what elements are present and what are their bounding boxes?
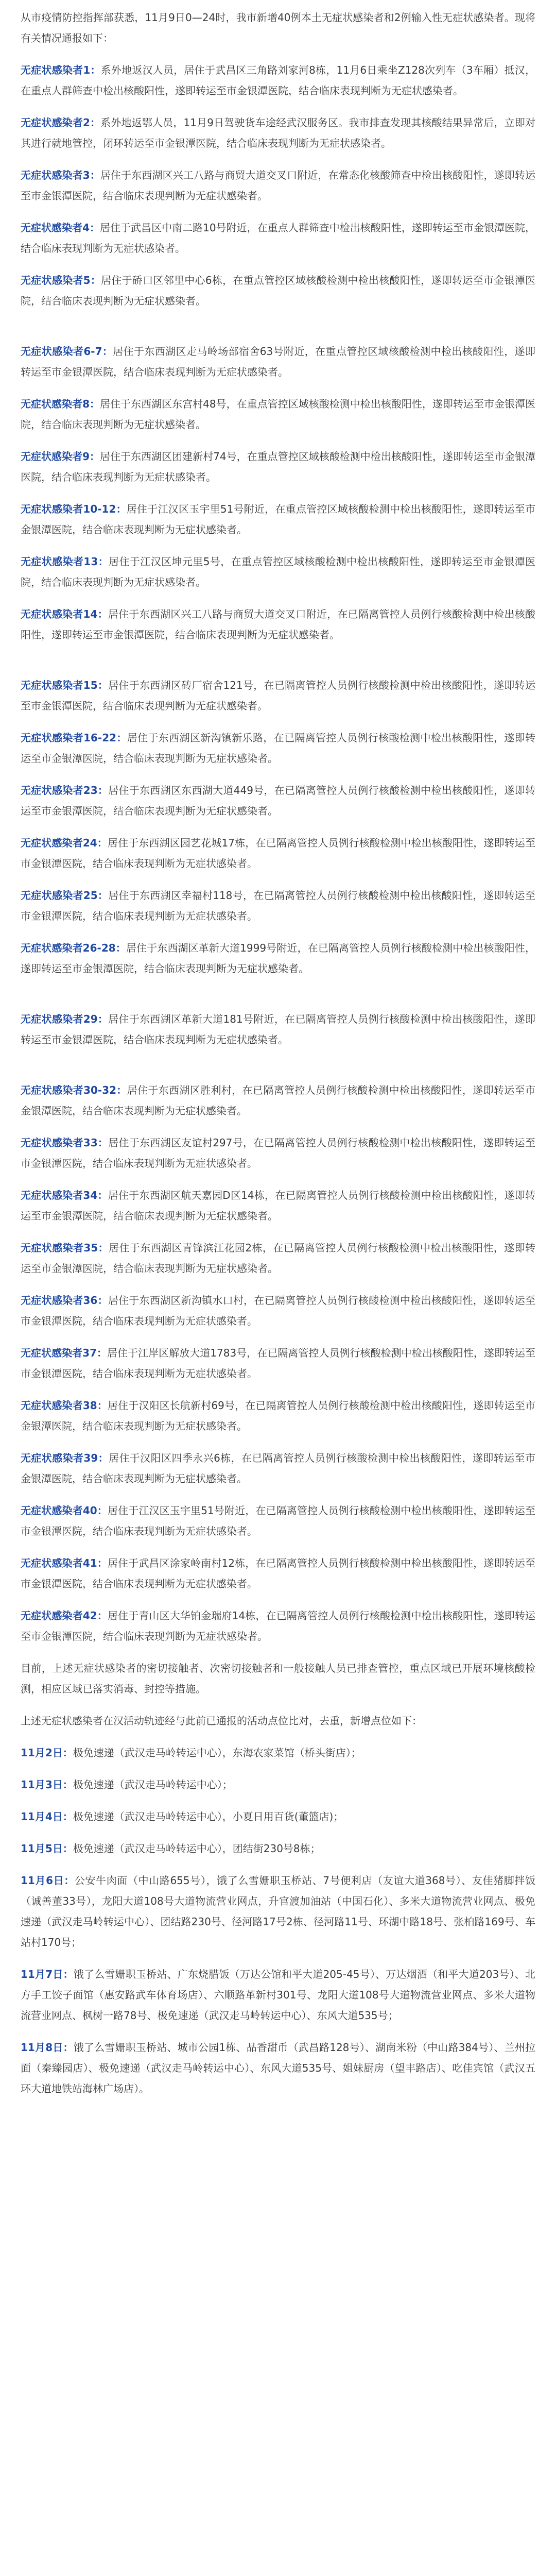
route-date: 11月3日： [21, 1778, 73, 1791]
case-text: 居住于东西湖区团建新村74号，在重点管控区域核酸检测中检出核酸阳性，遂即转运至市金银潭医院，结合临床表现判断为无症状感染者。 [21, 450, 536, 483]
case-label: 无症状感染者23： [21, 784, 109, 796]
route-date: 11月8日： [21, 2041, 74, 2054]
case-paragraph [21, 551, 535, 592]
case-label: 无症状感染者14： [21, 608, 108, 620]
case-paragraph [21, 60, 535, 101]
case-list [21, 60, 535, 1647]
case-label: 无症状感染者33： [21, 1137, 109, 1149]
case-text: 居住于汉阳区四季永兴6栋，在已隔离管控人员例行核酸检测中检出核酸阳性，遂即转运至市金银潭医院，结合临床表现判断为无症状感染者。 [21, 1452, 535, 1485]
case-label: 无症状感染者16-22： [21, 732, 127, 744]
case-label: 无症状感染者13： [21, 555, 109, 568]
case-label: 无症状感染者4： [21, 222, 100, 234]
route-paragraph [21, 1964, 535, 2026]
case-text: 居住于东西湖区新沟镇新乐路，在已隔离管控人员例行核酸检测中检出核酸阳性，遂即转运至市金银潭医院，结合临床表现判断为无症状感染者。 [21, 732, 536, 765]
case-paragraph [21, 1500, 535, 1541]
case-text: 居住于武昌区涂家岭南村12栋，在已隔离管控人员例行核酸检测中检出核酸阳性，遂即转运至市金银潭医院，结合临床表现判断为无症状感染者。 [21, 1557, 535, 1590]
case-text: 居住于东西湖区航天嘉园D区14栋，在已隔离管控人员例行核酸检测中检出核酸阳性，遂即转运至市金银潭医院，结合临床表现判断为无症状感染者。 [21, 1189, 535, 1222]
case-label: 无症状感染者1： [21, 64, 101, 76]
case-text: 居住于汉阳区长航新村69号，在已隔离管控人员例行核酸检测中检出核酸阳性，遂即转运至市金银潭医院，结合临床表现判断为无症状感染者。 [21, 1399, 535, 1432]
case-text: 居住于江汉区玉宇里51号附近，在已隔离管控人员例行核酸检测中检出核酸阳性，遂即转运至市金银潭医院，结合临床表现判断为无症状感染者。 [21, 1504, 535, 1537]
case-paragraph [21, 499, 535, 540]
case-paragraph [21, 833, 535, 874]
case-paragraph [21, 1185, 535, 1226]
route-text: 极免速递（武汉走马岭转运中心），小夏日用百货(董篮店)； [73, 1810, 344, 1823]
case-paragraph [21, 394, 535, 435]
case-paragraph [21, 675, 535, 716]
route-paragraph [21, 1838, 535, 1859]
case-label: 无症状感染者29： [21, 1013, 109, 1025]
case-paragraph [21, 604, 535, 645]
case-paragraph [21, 938, 535, 979]
case-text: 居住于江汉区坤元里5号，在重点管控区域核酸检测中检出核酸阳性，遂即转运至市金银潭医院，结合临床表现判断为无症状感染者。 [21, 555, 535, 588]
case-label: 无症状感染者5： [21, 274, 101, 286]
case-paragraph [21, 1009, 535, 1050]
case-paragraph [21, 1605, 535, 1647]
route-date: 11月4日： [21, 1810, 73, 1823]
case-paragraph [21, 270, 535, 311]
case-text: 居住于东西湖区东宫村48号，在重点管控区域核酸检测中检出核酸阳性，遂即转运至市金银潭医院，结合临床表现判断为无症状感染者。 [21, 398, 536, 431]
case-paragraph [21, 1238, 535, 1279]
case-text: 居住于武昌区中南二路10号附近，在重点人群筛查中检出核酸阳性，遂即转运至市金银潭医院，结合临床表现判断为无症状感染者。 [21, 222, 536, 255]
route-text: 公安牛肉面（中山路655号），饿了么雪姗职玉桥站、7号便利店（友谊大道368号）、友佳猪脚拌饭（诚善董33号），龙阳大道108号大道物流营业网点，升官渡加油站（中国石化）、多米大道物流营业网点、极免速递（武汉走马岭转运中心）、团结路230号、径河路17号2栋、径河路11号、环湖中路18号、张柏路169号、车站村170号； [21, 1874, 535, 1948]
case-text: 居住于东西湖区园艺花城17栋，在已隔离管控人员例行核酸检测中检出核酸阳性，遂即转运至市金银潭医院，结合临床表现判断为无症状感染者。 [21, 837, 535, 870]
case-label: 无症状感染者35： [21, 1242, 109, 1254]
route-paragraph [21, 1806, 535, 1827]
case-paragraph [21, 1343, 535, 1384]
case-paragraph [21, 446, 535, 487]
route-date: 11月2日： [21, 1747, 73, 1759]
case-paragraph [21, 1395, 535, 1436]
case-text: 居住于硚口区邻里中心6栋，在重点管控区域核酸检测中检出核酸阳性，遂即转运至市金银潭医院，结合临床表现判断为无症状感染者。 [21, 274, 535, 307]
case-label: 无症状感染者30-32： [21, 1084, 127, 1096]
case-label: 无症状感染者15： [21, 679, 109, 691]
case-text: 居住于青山区大华铂金瑞府14栋，在已隔离管控人员例行核酸检测中检出核酸阳性，遂即转运至市金银潭医院，结合临床表现判断为无症状感染者。 [21, 1609, 535, 1642]
case-text: 系外地返汉人员，居住于武昌区三角路刘家河8栋，11月6日乘坐Z128次列车（3车厢）抵汉，在重点人群筛查中检出核酸阳性，遂即转运至市金银潭医院，结合临床表现判断为无症状感染者。 [21, 64, 536, 97]
case-paragraph [21, 112, 535, 154]
case-label: 无症状感染者24： [21, 837, 108, 849]
case-text: 居住于东西湖区幸福村118号，在已隔离管控人员例行核酸检测中检出核酸阳性，遂即转运至市金银潭医院，结合临床表现判断为无症状感染者。 [21, 889, 535, 922]
case-text: 系外地返鄂人员，11月9日驾驶货车途经武汉服务区。我市排查发现其核酸结果异常后，立即对其进行就地管控，闭环转运至市金银潭医院，结合临床表现判断为无症状感染者。 [21, 116, 535, 149]
route-list [21, 1742, 535, 2099]
case-label: 无症状感染者42： [21, 1609, 108, 1622]
case-paragraph [21, 341, 535, 382]
case-paragraph [21, 1132, 535, 1174]
case-paragraph [21, 165, 535, 206]
case-text: 居住于东西湖区走马岭场部宿舍63号附近，在重点管控区域核酸检测中检出核酸阳性，遂即转运至市金银潭医院，结合临床表现判断为无症状感染者。 [21, 345, 536, 378]
case-paragraph [21, 1080, 535, 1121]
route-date: 11月6日： [21, 1874, 75, 1887]
case-label: 无症状感染者36： [21, 1294, 108, 1307]
case-label: 无症状感染者38： [21, 1399, 108, 1412]
summary-paragraph: 目前，上述无症状感染者的密切接触者、次密切接触者和一般接触人员已排查管控，重点区域已开展环境核酸检测，相应区域已落实消毒、封控等措施。 [21, 1662, 535, 1695]
route-paragraph [21, 1870, 535, 1953]
case-paragraph [21, 727, 535, 769]
case-label: 无症状感染者10-12： [21, 503, 127, 515]
route-paragraph [21, 1742, 535, 1763]
case-label: 无症状感染者39： [21, 1452, 109, 1464]
case-text: 居住于东西湖区新沟镇水口村，在已隔离管控人员例行核酸检测中检出核酸阳性，遂即转运至市金银潭医院，结合临床表现判断为无症状感染者。 [21, 1294, 535, 1327]
case-label: 无症状感染者41： [21, 1557, 108, 1569]
routes-intro-paragraph: 上述无症状感染者在汉活动轨迹经与此前已通报的活动点位比对，去重，新增点位如下： [21, 1715, 422, 1727]
case-label: 无症状感染者9： [21, 450, 100, 463]
case-text: 居住于江汉区玉宇里51号附近，在重点管控区域核酸检测中检出核酸阳性，遂即转运至市金银潭医院，结合临床表现判断为无症状感染者。 [21, 503, 535, 536]
case-label: 无症状感染者25： [21, 889, 109, 902]
case-text: 居住于东西湖区兴工八路与商贸大道交叉口附近，在已隔离管控人员例行核酸检测中检出核酸阳性，遂即转运至市金银潭医院，结合临床表现判断为无症状感染者。 [21, 608, 535, 641]
case-text: 居住于东西湖区兴工八路与商贸大道交叉口附近，在常态化核酸筛查中检出核酸阳性，遂即转运至市金银潭医院，结合临床表现判断为无症状感染者。 [21, 169, 536, 202]
case-label: 无症状感染者34： [21, 1189, 108, 1201]
case-label: 无症状感染者6-7： [21, 345, 113, 358]
case-paragraph [21, 1553, 535, 1594]
case-label: 无症状感染者37： [21, 1347, 108, 1359]
route-paragraph [21, 2037, 535, 2099]
case-text: 居住于东西湖区青锋滨江花园2栋，在已隔离管控人员例行核酸检测中检出核酸阳性，遂即转运至市金银潭医院，结合临床表现判断为无症状感染者。 [21, 1242, 535, 1275]
route-text: 极免速递（武汉走马岭转运中心）； [73, 1778, 233, 1791]
case-text: 居住于江岸区解放大道1783号，在已隔离管控人员例行核酸检测中检出核酸阳性，遂即转运至市金银潭医院，结合临床表现判断为无症状感染者。 [21, 1347, 535, 1380]
case-text: 居住于东西湖区胜利村，在已隔离管控人员例行核酸检测中检出核酸阳性，遂即转运至市金银潭医院，结合临床表现判断为无症状感染者。 [21, 1084, 536, 1117]
route-date: 11月5日： [21, 1842, 73, 1855]
case-text: 居住于东西湖区革新大道181号附近，在已隔离管控人员例行核酸检测中检出核酸阳性，遂即转运至市金银潭医院，结合临床表现判断为无症状感染者。 [21, 1013, 535, 1046]
route-text: 饿了么雪姗职玉桥站、广东烧腊饭（万达公馆和平大道205-45号）、万达烟酒（和平大道203号）、北方手工饺子面馆（惠安路武车体育场店）、六顺路革新村301号、龙阳大道108号大道物流营业网点、多米大道物流营业网点、枫树一路78号、极免速递（武汉走马岭转运中心）、东风大道535号； [21, 1968, 536, 2022]
case-paragraph [21, 1448, 535, 1489]
route-text: 饿了么雪姗职玉桥站、城市公园1栋、品香甜币（武昌路128号）、湖南米粉（中山路384号）、兰州拉面（秦臻园店）、极免速递（武汉走马岭转运中心）、东风大道535号、姐妹厨房（望丰路店）、吃佳宾馆（武汉五环大道地铁站海林广场店）。 [21, 2041, 536, 2095]
intro-paragraph: 从市疫情防控指挥部获悉，11月9日0—24时，我市新增40例本土无症状感染者和2例输入性无症状感染者。现将有关情况通报如下： [21, 11, 535, 44]
case-paragraph [21, 1290, 535, 1331]
route-text: 极免速递（武汉走马岭转运中心），东海农家菜馆（桥头街店）； [73, 1747, 361, 1759]
route-date: 11月7日： [21, 1968, 74, 1980]
route-text: 极免速递（武汉走马岭转运中心），团结街230号8栋； [73, 1842, 321, 1855]
case-text: 居住于东西湖区友谊村297号，在已隔离管控人员例行核酸检测中检出核酸阳性，遂即转运至市金银潭医院，结合临床表现判断为无症状感染者。 [21, 1137, 535, 1170]
case-text: 居住于东西湖区东西湖大道449号，在已隔离管控人员例行核酸检测中检出核酸阳性，遂即转运至市金银潭医院，结合临床表现判断为无症状感染者。 [21, 784, 535, 817]
case-label: 无症状感染者26-28： [21, 942, 126, 954]
case-text: 居住于东西湖区砖厂宿舍121号，在已隔离管控人员例行核酸检测中检出核酸阳性，遂即转运至市金银潭医院，结合临床表现判断为无症状感染者。 [21, 679, 535, 712]
case-label: 无症状感染者8： [21, 398, 100, 410]
case-label: 无症状感染者3： [21, 169, 100, 181]
case-paragraph [21, 780, 535, 821]
case-text: 居住于东西湖区革新大道1999号附近，在已隔离管控人员例行核酸检测中检出核酸阳性，遂即转运至市金银潭医院，结合临床表现判断为无症状感染者。 [21, 942, 536, 975]
case-label: 无症状感染者2： [21, 116, 101, 129]
case-label: 无症状感染者40： [21, 1504, 108, 1517]
case-paragraph [21, 885, 535, 926]
case-paragraph [21, 217, 535, 259]
route-paragraph [21, 1774, 535, 1795]
